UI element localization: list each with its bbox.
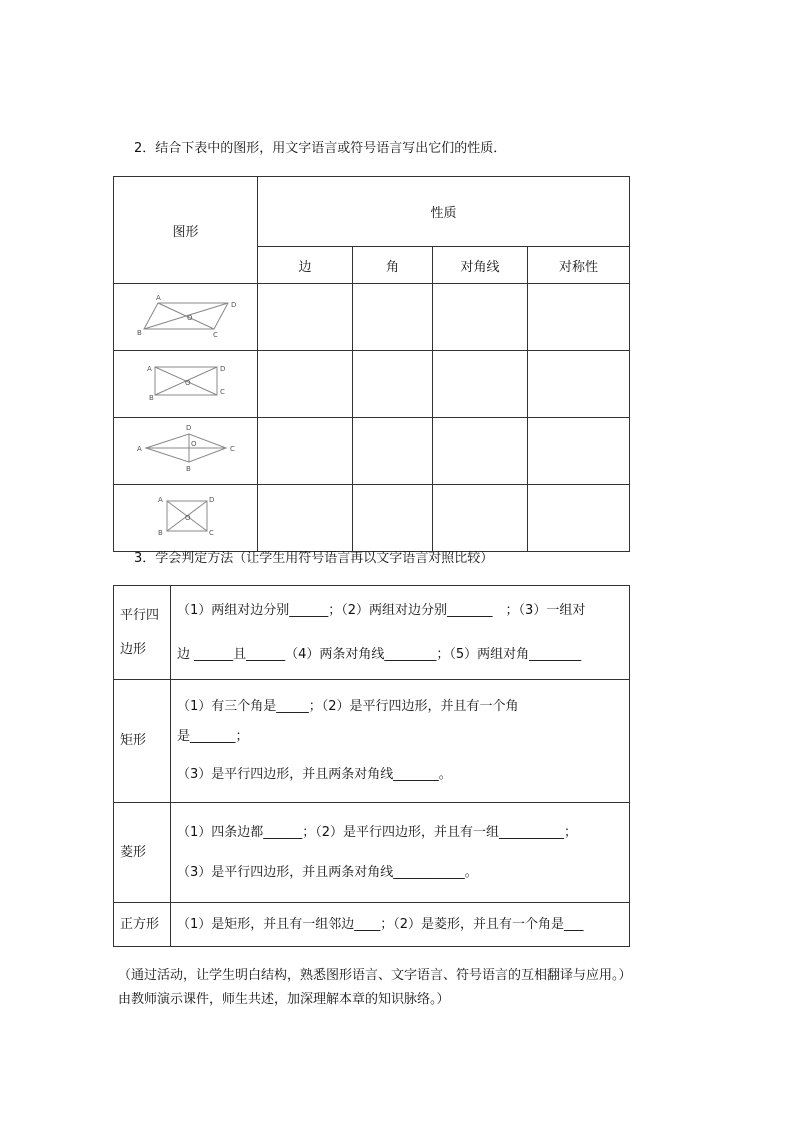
criteria-table: [113, 585, 630, 947]
figure-parallelogram: [114, 284, 258, 351]
table-row: [114, 418, 630, 485]
header-property: 性质: [258, 177, 630, 247]
criteria-square: （1）是矩形，并且有一组邻边____；（2）是菱形，并且有一个角是___: [171, 903, 630, 947]
table-row: [114, 680, 630, 803]
question-3-title: 3．学会判定方法（让学生用符号语言再以文字语言对照比较）: [134, 551, 494, 566]
label-b: B: [149, 394, 154, 402]
figure-square: [114, 485, 258, 552]
label-o: O: [191, 440, 197, 448]
figure-rhombus: [114, 418, 258, 485]
subheader-diagonal: 对角线: [433, 247, 528, 284]
criteria-rectangle: （1）有三个角是_____；（2）是平行四边形，并且有一个角 是_______； （3）是平行四边形，并且两条对角线_______。: [171, 680, 630, 803]
label-square: 正方形: [114, 903, 171, 947]
label-c: C: [213, 331, 218, 339]
table-row: [114, 903, 630, 947]
label-b: B: [137, 329, 142, 337]
label-o: O: [185, 379, 191, 387]
label-a: A: [147, 365, 152, 373]
label-rhombus: 菱形: [114, 803, 171, 903]
label-d: D: [209, 496, 215, 504]
subheader-symmetry: 对称性: [528, 247, 630, 284]
table-row: [114, 485, 630, 552]
label-rectangle: 矩形: [114, 680, 171, 803]
label-o: O: [187, 314, 193, 322]
label-a: A: [158, 496, 163, 504]
criteria-parallelogram: （1）两组对边分别______；（2）两组对边分别_______ ；（3）一组对 边 ______且______（4）两条对角线________；（5）两组对角________: [171, 586, 630, 680]
label-d: D: [220, 365, 226, 373]
note-activity: （通过活动，让学生明白结构，熟悉图形语言、文字语言、符号语言的互相翻译与应用。）: [118, 968, 632, 983]
label-a: A: [156, 294, 161, 302]
label-b: B: [186, 465, 191, 473]
label-b: B: [158, 529, 163, 537]
properties-table: [113, 176, 630, 552]
subheader-side: 边: [258, 247, 353, 284]
subheader-angle: 角: [353, 247, 433, 284]
table-row: [114, 803, 630, 903]
label-a: A: [137, 445, 142, 453]
label-c: C: [230, 445, 235, 453]
note-demonstration: 由教师演示课件，师生共述，加深理解本章的知识脉络。）: [118, 992, 450, 1007]
table-row: [114, 351, 630, 418]
header-shape: 图形: [114, 177, 258, 284]
label-parallelogram: 平行四 边形: [114, 586, 171, 680]
table-row: [114, 586, 630, 680]
label-d: D: [231, 301, 237, 309]
question-2-title: 2．结合下表中的图形，用文字语言或符号语言写出它们的性质．: [134, 141, 507, 156]
label-c: C: [209, 529, 214, 537]
label-o: O: [185, 514, 191, 522]
criteria-rhombus: （1）四条边都______；（2）是平行四边形，并且有一组__________； （3）是平行四边形，并且两条对角线___________。: [171, 803, 630, 903]
figure-rectangle: [114, 351, 258, 418]
label-c: C: [220, 388, 225, 396]
table-row: [114, 284, 630, 351]
label-d: D: [186, 424, 192, 432]
